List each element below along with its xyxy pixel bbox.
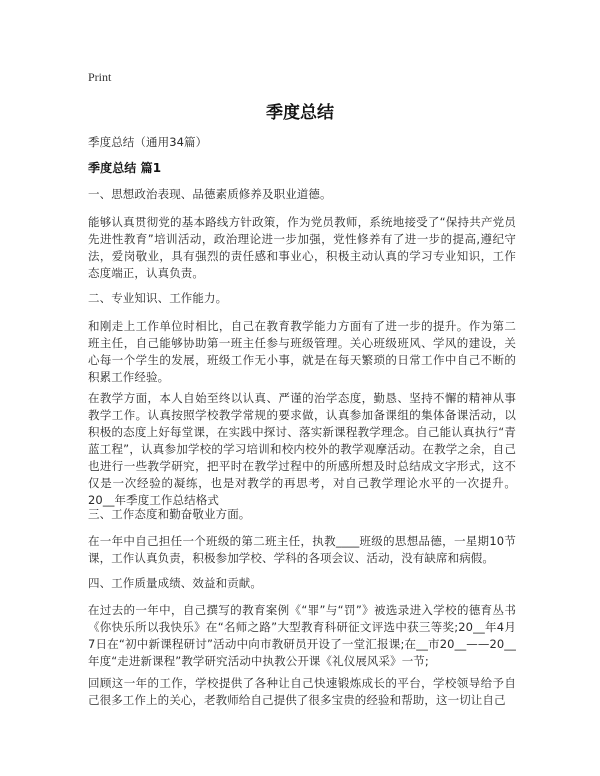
paragraph: 能够认真贯彻党的基本路线方针政策，作为党员教师，系统地接受了“保持共产党员先进性教育”培训活动，政治理论进一步加强，党性修养有了进一步的提高,遵纪守法，爱岗敬业，具有强烈的责任感和事业心，积极主动认真的学习专业知识，工作态度端正，认真负责。	[88, 215, 516, 280]
paragraph-heading-2: 二、专业知识、工作能力。	[88, 291, 228, 305]
print-link[interactable]: Print	[88, 70, 112, 84]
subtitle: 季度总结（通用34篇）	[88, 135, 208, 149]
paragraph: 在过去的一年中，自己撰写的教育案例《“罪”与“罚”》被选录进入学校的德育丛书《你快乐所以我快乐》在“名师之路”大型教育科研征文评选中获三等奖;20__年4月7日在“初中新课程研讨”活动中向市教研员开设了一堂汇报课;在__市20__——20__年度“走进新课程”教学研究活动中执教公开课《礼仪展风采》一节;	[88, 603, 516, 668]
section-heading: 季度总结 篇1	[88, 161, 162, 175]
paragraph-heading-1: 一、思想政治表现、品德素质修养及职业道德。	[88, 187, 332, 201]
paragraph: 和刚走上工作单位时相比，自己在教育教学能力方面有了进一步的提升。作为第二班主任，自己能够协助第一班主任参与班级管理。关心班级班风、学风的建设，关心每一个学生的发展，班级工作无小事，就是在每天繁琐的日常工作中自己不断的积累工作经验。	[88, 319, 516, 384]
paragraph-heading-4: 四、工作质量成绩、效益和贡献。	[88, 576, 262, 590]
paragraph: 回顾这一年的工作，学校提供了各种让自己快速锻炼成长的平台，学校领导给予自己很多工作上的关心，老教师给自己提供了很多宝贵的经验和帮助，这一切让自己	[88, 676, 516, 707]
page-title: 季度总结	[266, 103, 334, 123]
paragraph-heading-3: 三、工作态度和勤奋敬业方面。	[88, 507, 251, 521]
paragraph: 在教学方面，本人自始至终以认真、严谨的治学态度，勤恳、坚持不懈的精神从事教学工作。认真按照学校教学常规的要求做，认真参加备课组的集体备课活动，以积极的态度上好每堂课，在实践中探讨、落实新课程教学理念。自己能认真执行“青蓝工程”，认真参加学校的学习培训和校内校外的教学观摩活动。在教学之余，自己也进行一些教学研究，把平时在教学过程中的所感所想及时总结成文字形式，这不仅是一次经验的凝练，也是对教学的再思考，对自己教学理论水平的一次提升。20__年季度工作总结格式	[88, 391, 516, 507]
paragraph: 在一年中自己担任一个班级的第二班主任，执教____班级的思想品德，一星期10节课，工作认真负责，积极参加学校、学科的各项会议、活动，没有缺席和病假。	[88, 534, 516, 565]
